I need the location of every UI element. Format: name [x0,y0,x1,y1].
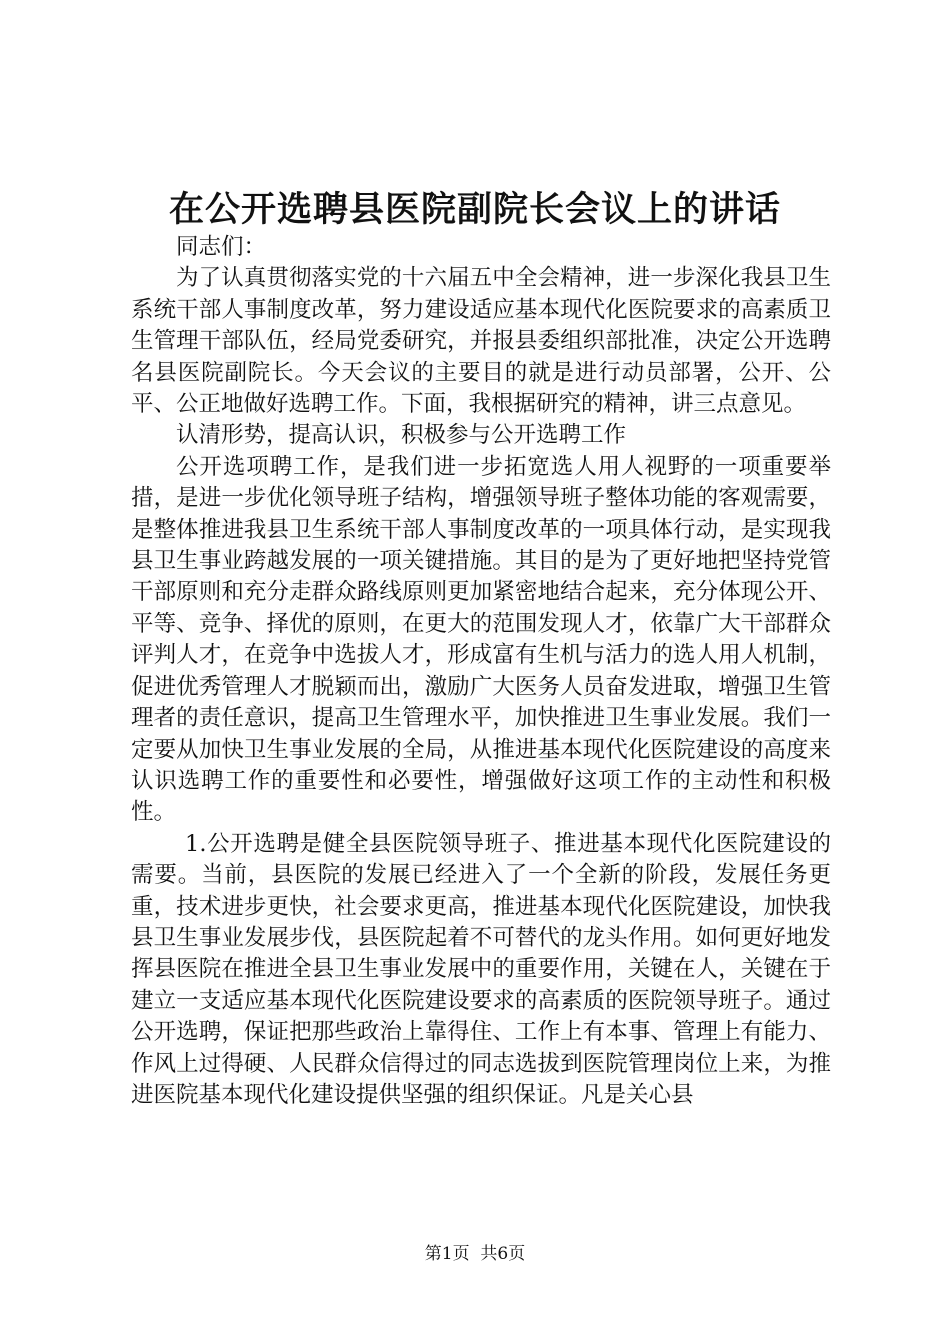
section-heading: 认清形势，提高认识，积极参与公开选聘工作 [176,422,627,449]
page-footer [0,1242,950,1266]
salutation: 同志们： [176,234,267,260]
paragraph-point-1: 1.公开选聘是健全县医院领导班子、推进基本现代化医院建设的需要。当前，县医院的发展已经进入了一个全新的阶段，发展任务更重，技术进步更快，社会要求更高，推进基本现代化医院建设，加快我县卫生事业发展步伐，县医院起着不可替代的龙头作用。如何更好地发挥县医院在推进全县卫生事业发展中的重要作用，关键在人，关键在于建立一支适应基本现代化医院建设要求的高素质的医院领导班子。通过公开选聘，保证把那些政治上靠得住、工作上有本事、管理上有能力、作风上过得硬、人民群众信得过的同志选拔到医院管理岗位上来，为推进医院基本现代化建设提供坚强的组织保证。凡是关心县 [131,830,831,1108]
page-title: 在公开选聘县医院副院长会议上的讲话 [168,189,781,230]
paragraph-intro: 为了认真贯彻落实党的十六届五中全会精神，进一步深化我县卫生系统干部人事制度改革，努力建设适应基本现代化医院要求的高素质卫生管理干部队伍，经局党委研究，并报县委组织部批准，决定公开选聘名县医院副院长。今天会议的主要目的就是进行动员部署，公开、公平、公正地做好选聘工作。下面，我根据研究的精神，讲三点意见。 [131,265,831,418]
page-number: 第1页 [424,1244,470,1264]
page-total: 共6页 [480,1244,526,1264]
document-body [131,232,831,1111]
paragraph-significance: 公开选项聘工作，是我们进一步拓宽选人用人视野的一项重要举措，是进一步优化领导班子结构，增强领导班子整体功能的客观需要，是整体推进我县卫生系统干部人事制度改革的一项具体行动，是实现我县卫生事业跨越发展的一项关键措施。其目的是为了更好地把坚持党管干部原则和充分走群众路线原则更加紧密地结合起来，充分体现公开、平等、竞争、择优的原则，在更大的范围发现人才，依靠广大干部群众评判人才，在竞争中选拔人才，形成富有生机与活力的选人用人机制，促进优秀管理人才脱颖而出，激励广大医务人员奋发进取，增强卫生管理者的责任意识，提高卫生管理水平，加快推进卫生事业发展。我们一定要从加快卫生事业发展的全局，从推进基本现代化医院建设的高度来认识选聘工作的重要性和必要性，增强做好这项工作的主动性和积极性。 [131,453,831,826]
